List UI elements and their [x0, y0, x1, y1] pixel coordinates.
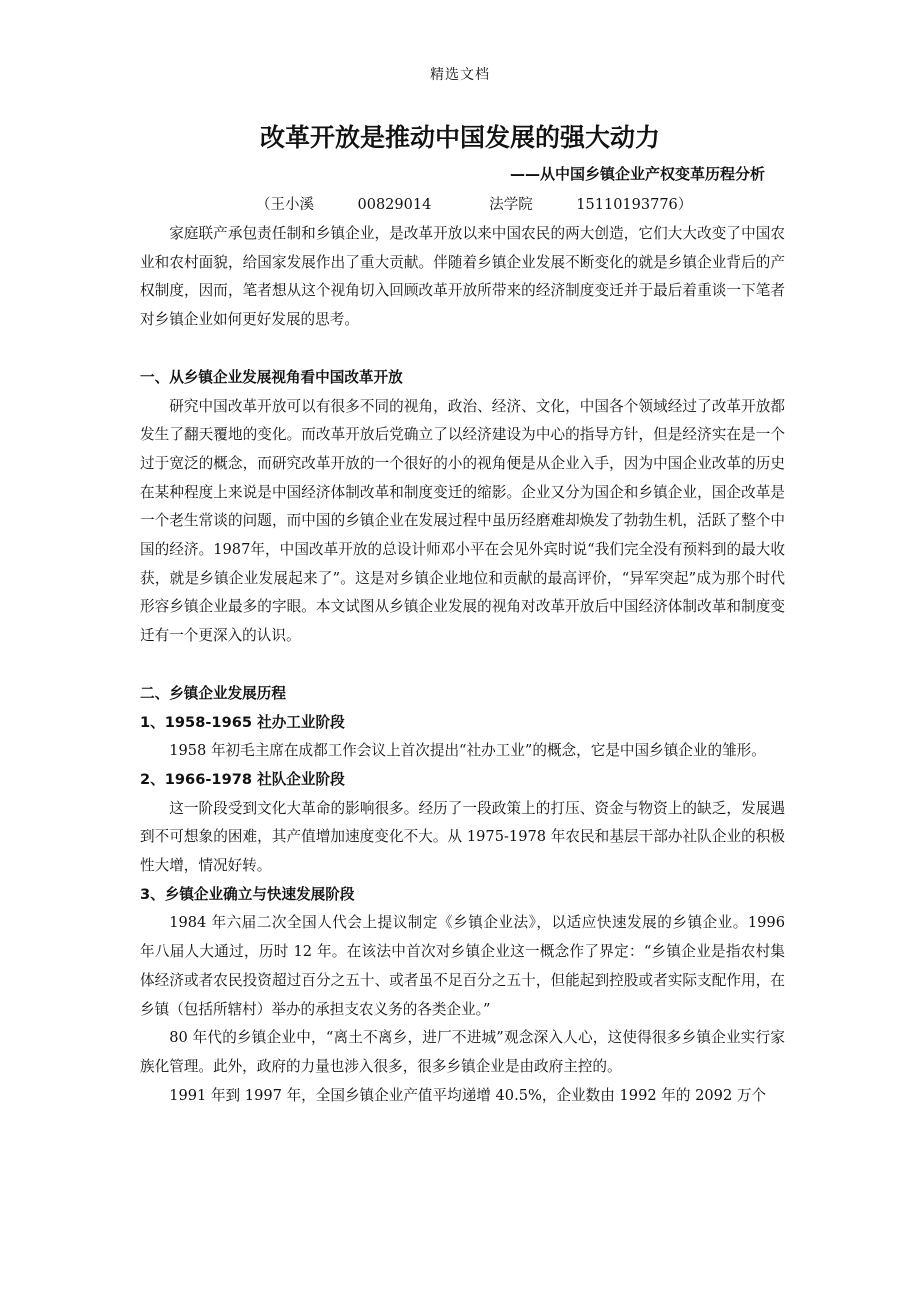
stage1-heading: 1、1958-1965 社办工业阶段 [140, 713, 345, 731]
spacer [140, 651, 785, 680]
stage1-paragraph: 1958 年初毛主席在成都工作会议上首次提出“社办工业”的概念，它是中国乡镇企业的雏形。 [169, 742, 766, 760]
stage3-paragraph-1: 1984 年六届二次全国人代会上提议制定《乡镇企业法》，以适应快速发展的乡镇企业。1996 年八届人大通过，历时 12 年。在该法中首次对乡镇企业这一概念作了界定：“乡镇企业是指农村集体经济或者农民投资超过百分之五十、或者虽不足百分之五十，但能起到控股或者实际支配作用，在乡镇（包括所辖村）举办的承担支农义务的各类企业。” [140, 914, 785, 1018]
stage3-heading: 3、乡镇企业确立与快速发展阶段 [140, 885, 355, 903]
stage3-paragraph-2: 80 年代的乡镇企业中，“离土不离乡，进厂不进城”观念深入人心，这使得很多乡镇企业实行家族化管理。此外，政府的力量也涉入很多，很多乡镇企业是由政府主控的。 [140, 1029, 785, 1075]
spacer [140, 335, 785, 364]
header-label: 精选文档 [430, 67, 490, 83]
section1-paragraph: 研究中国改革开放可以有很多不同的视角，政治、经济、文化，中国各个领域经过了改革开放都发生了翻天覆地的变化。而改革开放后党确立了以经济建设为中心的指导方针，但是经济实在是一个过于宽泛的概念，而研究改革开放的一个很好的小的视角便是从企业入手，因为中国企业改革的历史在某种程度上来说是中国经济体制改革和制度变迁的缩影。企业又分为国企和乡镇企业，国企改革是一个老生常谈的问题，而中国的乡镇企业在发展过程中虽历经磨难却焕发了勃勃生机，活跃了整个中国的经济。1987年，中国改革开放的总设计师邓小平在会见外宾时说“我们完全没有预料到的最大收获，就是乡镇企业发展起来了”。这是对乡镇企业地位和贡献的最高评价，“异军突起”成为那个时代形容乡镇企业最多的字眼。本文试图从乡镇企业发展的视角对改革开放后中国经济体制改革和制度变迁有一个更深入的认识。 [140, 397, 785, 645]
stage2-paragraph: 这一阶段受到文化大革命的影响很多。经历了一段政策上的打压、资金与物资上的缺乏，发展遇到不可想象的困难，其产值增加速度变化不大。从 1975-1978 年农民和基层干部办社队企业的积极性大增，情况好转。 [140, 799, 785, 875]
document-subtitle: ——从中国乡镇企业产权变革历程分析 [509, 165, 765, 183]
author-line: （王小溪 00829014 法学院 15110193776） [256, 197, 693, 213]
intro-paragraph: 家庭联产承包责任制和乡镇企业，是改革开放以来中国农民的两大创造，它们大大改变了中国农业和农村面貌，给国家发展作出了重大贡献。伴随着乡镇企业发展不断变化的就是乡镇企业背后的产权制度，因而，笔者想从这个视角切入回顾改革开放所带来的经济制度变迁并于最后着重谈一下笔者对乡镇企业如何更好发展的思考。 [140, 225, 785, 329]
stage3-paragraph-3: 1991 年到 1997 年，全国乡镇企业产值平均递增 40.5%，企业数由 1992 年的 2092 万个 [169, 1086, 767, 1104]
stage2-heading: 2、1966-1978 社队企业阶段 [140, 770, 345, 788]
section2-heading: 二、乡镇企业发展历程 [140, 684, 286, 702]
section1-heading: 一、从乡镇企业发展视角看中国改革开放 [140, 368, 403, 386]
document-title: 改革开放是推动中国发展的强大动力 [259, 123, 660, 152]
document-body [140, 220, 785, 1110]
